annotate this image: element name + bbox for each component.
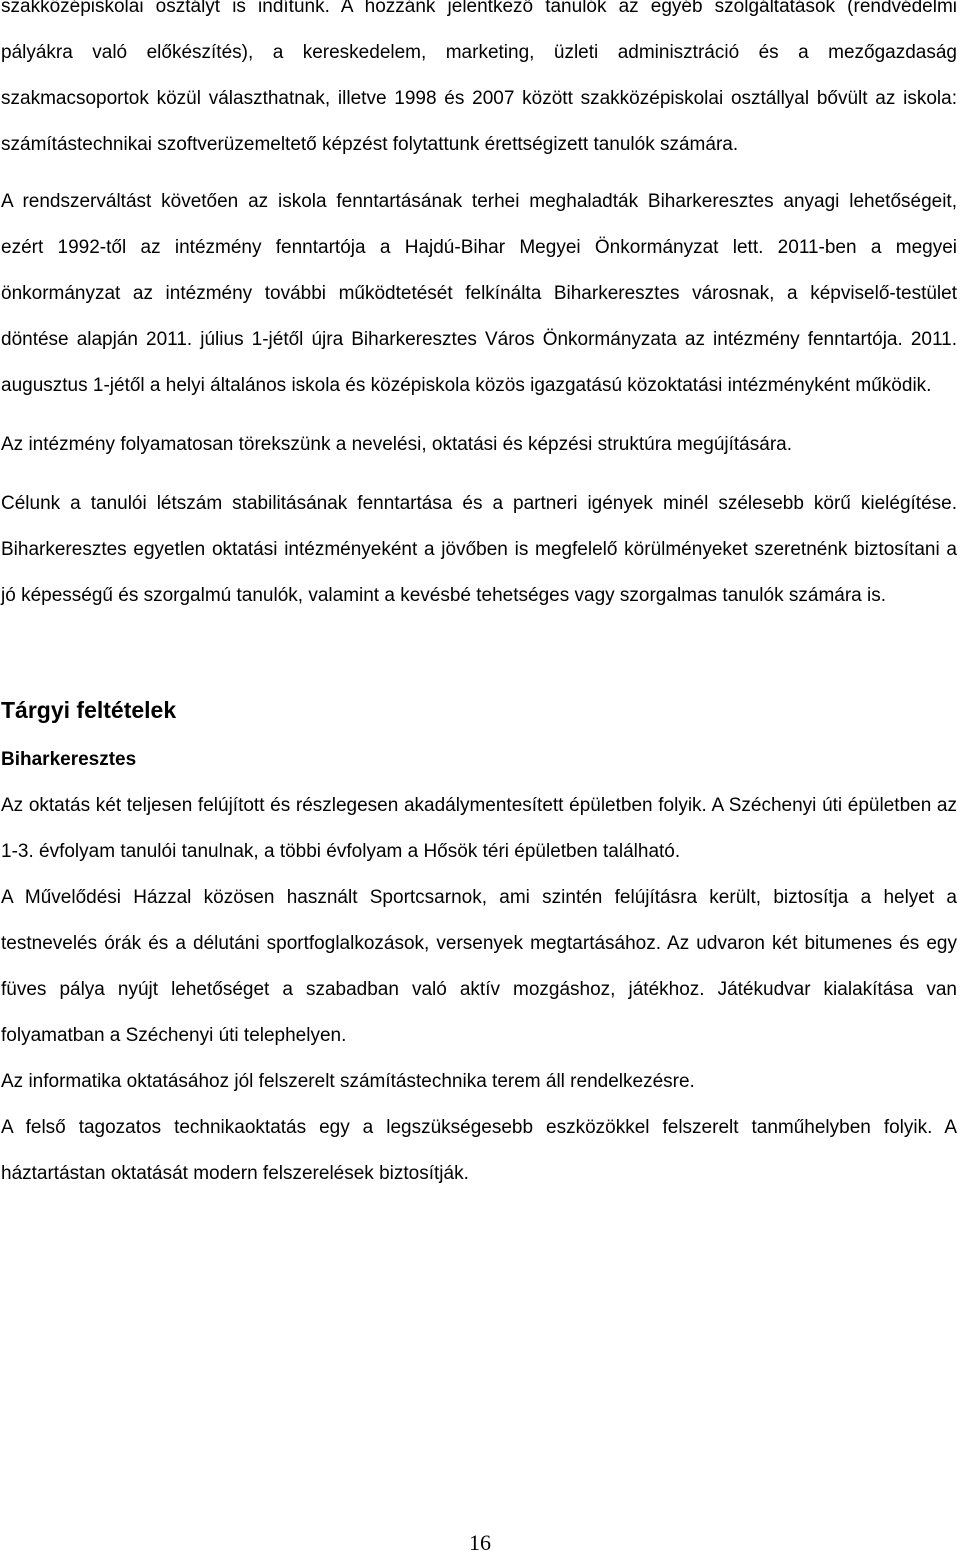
paragraph-sports-hall: A Művelődési Házzal közösen használt Sportcsarnok, ami szintén felújításra került, biztosítja a helyet a testnevelés órák és a délutáni sportfoglalkozások, versenyek megtartásához. Az udvaron két bitumenes és egy füves pálya nyújt lehetőséget a szabadban való aktív mozgáshoz, játékhoz. Játékudvar kialakítása van folyamatban a Széchenyi úti telephelyen.: [1, 887, 957, 1046]
page-number: 16: [469, 1530, 491, 1555]
paragraph-workshop: A felső tagozatos technikaoktatás egy a legszükségesebb eszközökkel felszerelt tanműhelyben folyik. A háztartástan oktatását modern felszerelések biztosítják.: [1, 1117, 957, 1184]
paragraph-it-room: Az informatika oktatásához jól felszerelt számítástechnika terem áll rendelkezésre.: [1, 1071, 695, 1092]
paragraph-renewal: Az intézmény folyamatosan törekszünk a nevelési, oktatási és képzési struktúra megújítására.: [1, 434, 792, 455]
paragraph-goals: Célunk a tanulói létszám stabilitásának fenntartása és a partneri igények minél szélesebb körű kielégítése. Biharkeresztes egyetlen oktatási intézményeként a jövőben is megfelelő körülményeket szeretnénk biztosítani a jó képességű és szorgalmú tanulók, valamint a kevésbé tehetséges vagy szorgalmas tanulók számára is.: [1, 493, 957, 606]
subsection-title: Biharkeresztes: [1, 749, 137, 770]
section-title: Tárgyi feltételek: [1, 697, 177, 723]
page-content: [1, 0, 957, 1197]
paragraph-maintainer: A rendszerváltást követően az iskola fenntartásának terhei meghaladták Biharkeresztes anyagi lehetőségeit, ezért 1992-től az intézmény fenntartója a Hajdú-Bihar Megyei Önkormányzat lett. 2011-ben a megyei önkormányzat az intézmény további működtetését felkínálta Biharkeresztes városnak, a képviselő-testület döntése alapján 2011. július 1-jétől újra Biharkeresztes Város Önkormányzata az intézmény fenntartója. 2011. augusztus 1-jétől a helyi általános iskola és középiskola közös igazgatású közoktatási intézményként működik.: [1, 191, 957, 396]
paragraph-school-history: szakközépiskolai osztályt is indítunk. A hozzánk jelentkező tanulók az egyéb szolgáltatások (rendvédelmi pályákra való előkészítés), a kereskedelem, marketing, üzleti adminisztráció és a mezőgazdaság szakmacsoportok közül választhatnak, illetve 1998 és 2007 között szakközépiskolai osztállyal bővült az iskola: számítástechnikai szoftverüzemeltető képzést folytattunk érettségizett tanulók számára.: [1, 0, 957, 155]
paragraph-buildings: Az oktatás két teljesen felújított és részlegesen akadálymentesített épületben folyik. A Széchenyi úti épületben az 1-3. évfolyam tanulói tanulnak, a többi évfolyam a Hősök téri épületben található.: [1, 795, 957, 862]
